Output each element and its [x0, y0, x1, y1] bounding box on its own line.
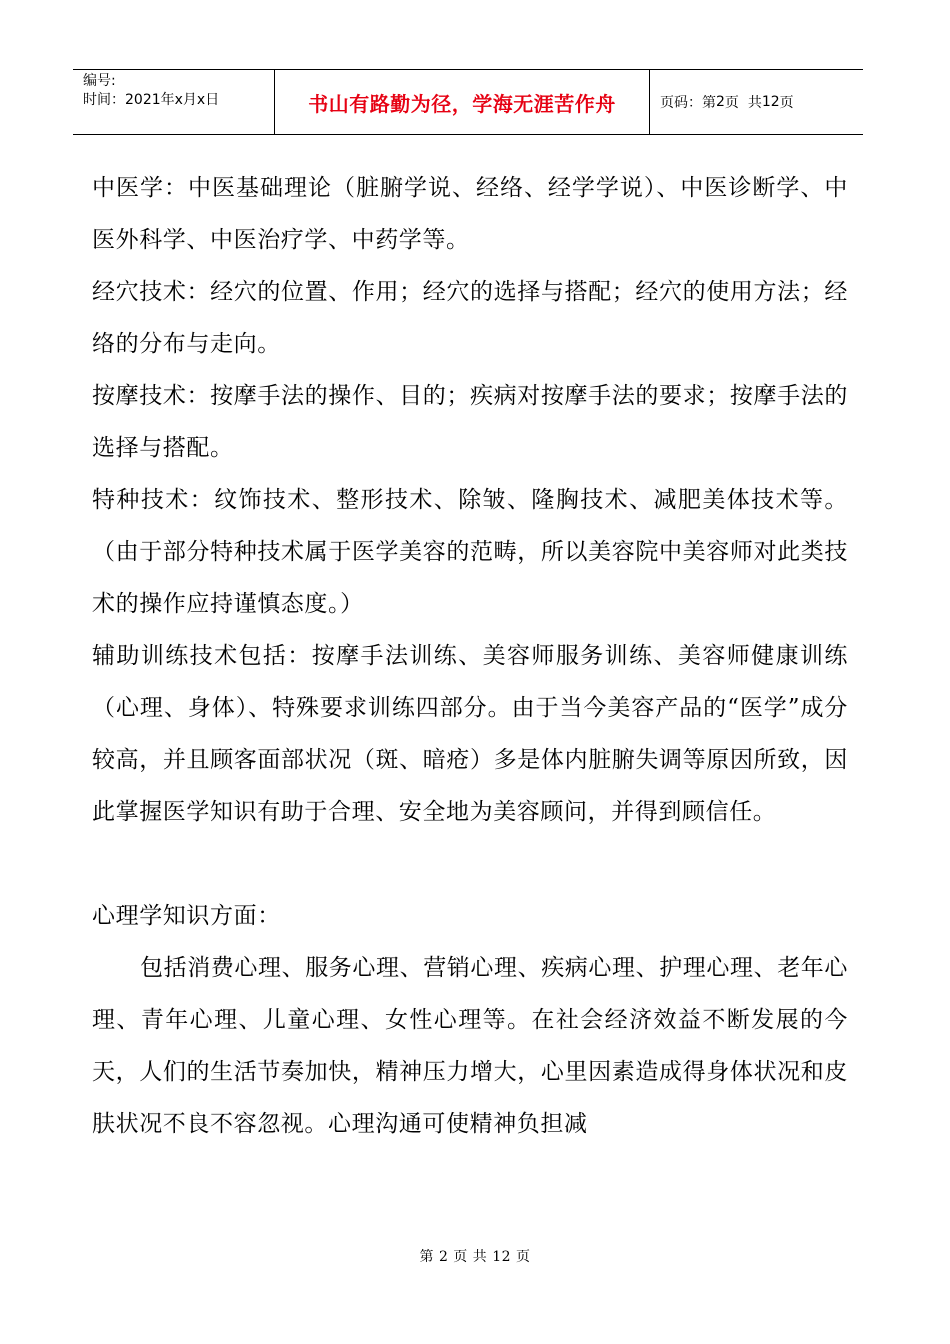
footer-middle: 页 共: [448, 1249, 493, 1265]
section-heading-psychology: 心理学知识方面：: [92, 903, 281, 929]
paragraph-auxiliary-training: 辅助训练技术包括：按摩手法训练、美容师服务训练、美容师健康训练（心理、身体）、特殊要求训练四部分。由于当今美容产品的“医学”成分较高，并且顾客面部状况（斑、暗疮）多是体内脏腑失调等原因所致，因此掌握医学知识有助于合理、安全地为美容顾问，并得到顾信任。: [92, 643, 848, 825]
paragraph-massage: 按摩技术：按摩手法的操作、目的；疾病对按摩手法的要求；按摩手法的选择与搭配。: [92, 383, 848, 461]
page-header: [73, 69, 863, 135]
footer-suffix: 页: [511, 1249, 531, 1265]
footer-page-total: 12: [492, 1249, 512, 1265]
header-page-prefix: 页码：第: [660, 95, 716, 111]
header-page-current: 2: [716, 94, 725, 110]
paragraph-acupoint: 经穴技术：经穴的位置、作用；经穴的选择与搭配；经穴的使用方法；经络的分布与走向。: [92, 279, 848, 357]
document-body: [92, 162, 848, 1150]
blank-line: [92, 838, 848, 890]
header-motto-cell: [275, 70, 650, 134]
header-page-middle: 页 共: [724, 95, 762, 111]
header-page-total: 12: [761, 94, 780, 110]
page-footer: [0, 1246, 950, 1266]
header-page-suffix: 页: [779, 95, 794, 111]
header-motto: 书山有路勤为径，学海无涯苦作舟: [308, 91, 616, 116]
paragraph-special-tech: 特种技术：纹饰技术、整形技术、除皱、隆胸技术、减肥美体技术等。（由于部分特种技术属于医学美容的范畴，所以美容院中美容师对此类技术的操作应持谨慎态度。）: [92, 487, 848, 617]
paragraph-psychology: 包括消费心理、服务心理、营销心理、疾病心理、护理心理、老年心理、青年心理、儿童心理、女性心理等。在社会经济效益不断发展的今天，人们的生活节奏加快，精神压力增大，心里因素造成得身体状况和皮肤状况不良不容忽视。心理沟通可使精神负担减: [92, 955, 848, 1137]
header-page-cell: [650, 70, 863, 134]
header-time-label: 时间：2021年x月x日: [83, 92, 220, 108]
header-meta-cell: [73, 70, 275, 134]
paragraph-tcm: 中医学：中医基础理论（脏腑学说、经络、经学学说）、中医诊断学、中医外科学、中医治疗学、中药学等。: [92, 175, 848, 253]
footer-page-current: 2: [438, 1249, 449, 1265]
header-number-label: 编号:: [83, 73, 116, 89]
footer-prefix: 第: [419, 1249, 439, 1265]
